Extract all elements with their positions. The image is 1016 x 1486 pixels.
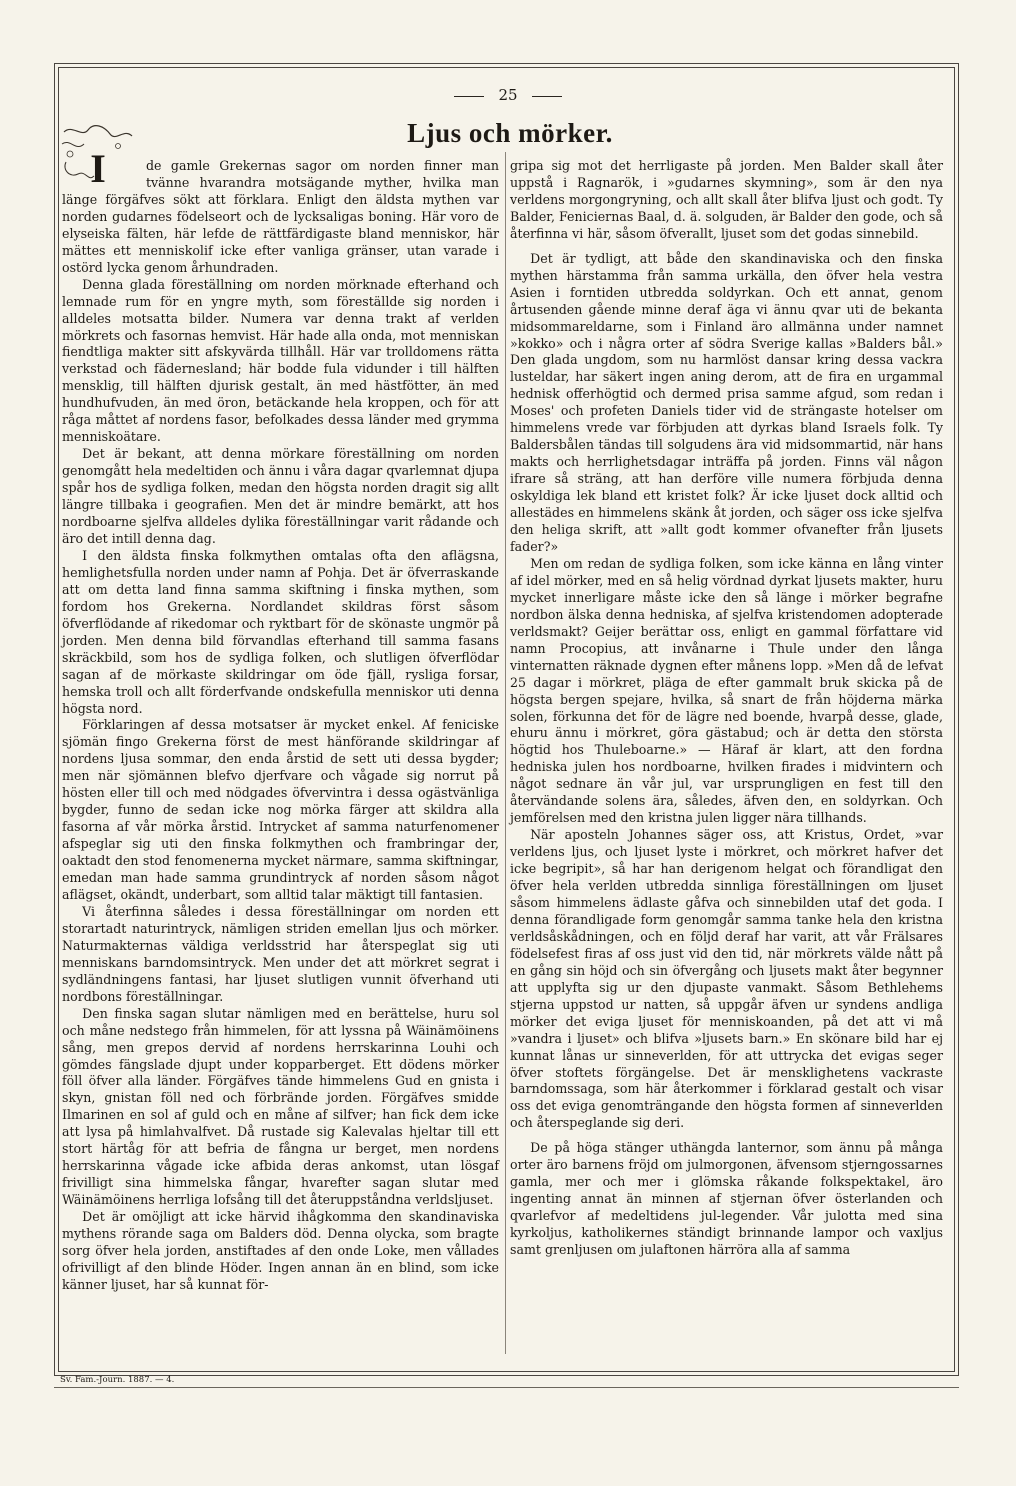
right-paragraph-2: Det är tydligt, att både den skandinaviska och den finska mythen härstamma från samma urkälla, den öfver hela vestra Asien i forntiden utbredda soldyrkan. Och ett annat, genom årtusenden gående minne deraf äga vi ännu qvar uti de bekanta midsommareldarne, som i Finland äro allmänna under namnet »kokko» och i några orter af södra Sverige kallas »Balders bål.» Den glada ungdom, som nu harmlöst dansar kring dessa vackra lusteldar, har säkert ingen aning derom, att de fira en urgammal hednisk offerhögtid och dermed prisa samme afgud, som redan i Moses' och profeten Daniels tider vid de strängaste hotelser om himmelens vrede var förbjuden att dyrkas bland Israels folk. Ty Baldersbålen tändas till solgudens ära vid midsommartid, när hans makts och herrlighetsdagar inträffa på jorden. Finns väl någon ifrare så sträng, att han derföre ville numera förbjuda denna oskyldiga lek bland ett kristet folk? Är icke ljuset dock alltid och allestädes en himmelens skänk åt jorden, och säger oss icke sjelfva den heliga skrift, att »allt godt kommer ofvanefter från ljusets fader?» <box>510 250 943 554</box>
journal-footer: Sv. Fam.-Journ. 1887. — 4. <box>60 1375 175 1385</box>
left-paragraph-4: I den äldsta finska folkmythen omtalas ofta den aflägsna, hemlighetsfulla norden under namn af Pohja. Det är öfverraskande att om detta land finna samma skiftning i finska mythen, som fordom hos Grekerna. Nordlandet skildras först såsom öfverflödande af rikedomar och ryktbart för de skönaste ungmör på jorden. Men denna bild förvandlas efterhand till samma fasans skräckbild, som hos de sydliga folken, och slutligen öfverflödar sagan af de mörkaste skildringar om öde fjäll, rysliga forsar, hemska troll och allt förderfvande ondskefulla menniskor uti denna högsta nord. <box>62 547 499 716</box>
column-divider <box>505 152 506 1354</box>
page-number: 25 <box>0 86 1016 104</box>
left-paragraph-2: Denna glada föreställning om norden mörknade efterhand och lemnade rum för en yngre myth, som föreställde sig norden i alldeles motsatta bilder. Numera var denna trakt af verlden mörkrets och fasornas hemvist. Här hade alla onda, mot menniskan fiendtliga makter sitt afskyvärda tillhåll. Här var trolldomens rätta verkstad och fädernesland; här bodde fula vidunder i till hälften mensklig, till hälften djurisk gestalt, än med hästfötter, än med hundhufvuden, än med öron, betäckande hela kroppen, och för att råga måttet af nordens fasor, befolkades dessa länder med grymma menniskoätare. <box>62 276 499 445</box>
bottom-rule <box>54 1387 959 1388</box>
left-paragraph-7: Den finska sagan slutar nämligen med en berättelse, huru sol och måne nedstego från himmelen, för att lyssna på Wäinämöinens sång, men grepos dervid af nordens herrskarinna Louhi och gömdes fängslade djupt under kopparberget. Ett dödens mörker föll öfver alla länder. Förgäfves tände himmelens Gud en gnista i skyn, gnistan föll ned och förbrände jorden. Förgäfves smidde Ilmarinen en sol af guld och en måne af silfver; han fick dem icke att lysa på himlahvalfvet. Då rustade sig Kalevalas hjeltar till ett stort härtåg för att befria de fångna ur berget, men nordens herrskarinna vågade icke afbida deras ankomst, utan lösgaf frivilligt sina himmelska fångar, hvarefter sagan slutar med Wäinämöinens herrliga lofsång till det återuppståndna verldsljuset. <box>62 1005 499 1208</box>
left-paragraph-6: Vi återfinna således i dessa föreställningar om norden ett storartadt naturintryck, nämligen striden emellan ljus och mörker. Naturmakternas väldiga verldsstrid har återspeglat sig uti menniskans barndomsintryck. Men under det att mörkret segrat i sydländningens fantasi, har ljuset slutligen vunnit öfverhand uti nordbons föreställningar. <box>62 903 499 1004</box>
right-paragraph-5: De på höga stänger uthängda lanternor, som ännu på många orter äro barnens fröjd om julmorgonen, äfvensom stjerngossarnes gamla, mer och mer i glömska råkande folkspektakel, äro ingenting annat än minnen af stjernan öfver österlanden och qvarlefvor af medeltidens jul-legender. Vår julotta med sina kyrkoljus, katholikernes ständigt brinnande lampor och vaxljus samt grenljusen om julaftonen härröra alla af samma <box>510 1140 943 1258</box>
right-paragraph-4: När aposteln Johannes säger oss, att Kristus, Ordet, »var verldens ljus, och ljuset lyste i mörkret, och mörkret hafver det icke begripit», så har han derigenom helgat och förandligat den öfver hela verlden utbredda sinnliga föreställningen om ljuset såsom himmelens ädlaste gåfva och sinnebilden utaf det goda. I denna förandligade form genomgår samma tanke hela den kristna verldsåskådningen, och en följd deraf har varit, att vår Frälsares födelsefest firas af oss just vid den tid, när mörkrets välde nått på en gång sin höjd och sin öfvergång och ljusets makt åter begynner att upplyfta sig ur den djupaste vanmakt. Såsom Bethlehems stjerna uppstod ur natten, så uppgår äfven ur syndens andliga mörker det eviga ljuset för menniskoanden, på det att vi må »vandra i ljuset» och blifva »ljusets barn.» En skönare bild har ej kunnat lånas ur sinneverlden, för att uttrycka det evigas seger öfver stoftets förgängelse. Det är mensklighetens vackraste barndomssaga, som här återkommer i förklarad gestalt och visar oss det eviga genomträngande den högsta formen af sinneverlden och återspeglande sig deri. <box>510 827 943 1131</box>
left-paragraph-1: de gamle Grekernas sagor om norden finner man tvänne hvarandra motsägande myther, hvilka man länge förgäfves sökt att förklara. Enligt den äldsta mythen var norden gudarnes födelseort och de lycksaligas boning. Här voro de elyseiska fälten, här lefde de rättfärdigaste bland menniskor, här mättes ett menniskolif icke efter vanliga gränser, utan varade i ostörd lycka genom århundraden. <box>62 158 499 275</box>
right-column <box>510 158 943 1259</box>
dropcap-letter: I <box>90 146 106 190</box>
article-title: Ljus och mörker. <box>407 118 613 148</box>
left-paragraph-3: Det är bekant, att denna mörkare föreställning om norden genomgått hela medeltiden och ännu i våra dagar qvarlemnat djupa spår hos de sydliga folken, medan den högsta norden dragit sig allt längre tillbaka i geografien. Men det är mindre bemärkt, att hos nordboarne sjelfva alldeles dylika föreställningar varit rådande och äro det intill denna dag. <box>62 446 499 546</box>
left-column <box>62 146 499 1294</box>
left-paragraph-8: Det är omöjligt att icke härvid ihågkomma den skandinaviska mythens rörande saga om Balders död. Denna olycka, som bragte sorg öfver hela jorden, anstiftades af den onde Loke, men vållades ofrivilligt af den blinde Höder. Ingen annan än en blind, som icke känner ljuset, har så kunnat för- <box>62 1209 499 1292</box>
left-paragraph-5: Förklaringen af dessa motsatser är mycket enkel. Af feniciske sjömän fingo Grekerna först de mest hänförande skildringar af nordens ljusa sommar, den enda årstid de sett uti dessa bygder; men när sjömännen blefvo djerfvare och vågade sig norrut på hösten eller till och med nödgades öfvervintra i dessa ogästvänliga bygder, funno de sedan icke nog mörka färger att skildra alla fasorna af vår mörka årstid. Intrycket af samma naturfenomener afspeglar sig uti den finska folkmythen och frambringar der, oaktadt den stod fenomenerna mycket närmare, samma skiftningar, emedan man hade samma grundintryck af norden såsom något aflägset, okändt, underbart, som alltid talar mäktigt till fantasien. <box>62 717 499 902</box>
right-paragraph-1: gripa sig mot det herrligaste på jorden. Men Balder skall åter uppstå i Ragnarök, i »gudarnes skymning», som är den nya verldens morgongryning, och allt skall åter blifva ljust och godt. Ty Balder, Feniciernas Baal, d. ä. solguden, är Balder den gode, och så återfinna vi här, såsom öfverallt, ljuset som det godas sinnebild. <box>510 158 943 241</box>
right-paragraph-3: Men om redan de sydliga folken, som icke känna en lång vinter af idel mörker, med en så helig vördnad dyrkat ljusets makter, huru mycket innerligare måste icke den så länge i mörker begrafne nordbon älska denna hedniska, af sjelfva kristendomen adopterade verldsmakt? Geijer berättar oss, enligt en gammal författare vid namn Procopius, att invånarne i Thule under den långa vinternatten räknade dygnen efter månens lopp. »Men då de lefvat 25 dagar i mörkret, pläga de efter gammalt bruk skicka på de högsta bergen spejare, hvilka, så snart de från höjderna märka solen, förkunna det för de lägre ned boende, hvarpå desse, glade, ehuru ännu i mörkret, göra gästabud; och är detta den största högtid hos Thuleboarne.» — Häraf är klart, att den fordna hedniska julen hos nordboarne, hvilken firades i midvintern och något sednare än vår jul, var ursprungligen en fest till den återvändande solens ära, således, äfven den, en soldyrkan. Och jemförelsen med den kristna julen ligger nära tillhands. <box>510 555 943 826</box>
ornamental-dropcap-icon <box>58 124 138 190</box>
